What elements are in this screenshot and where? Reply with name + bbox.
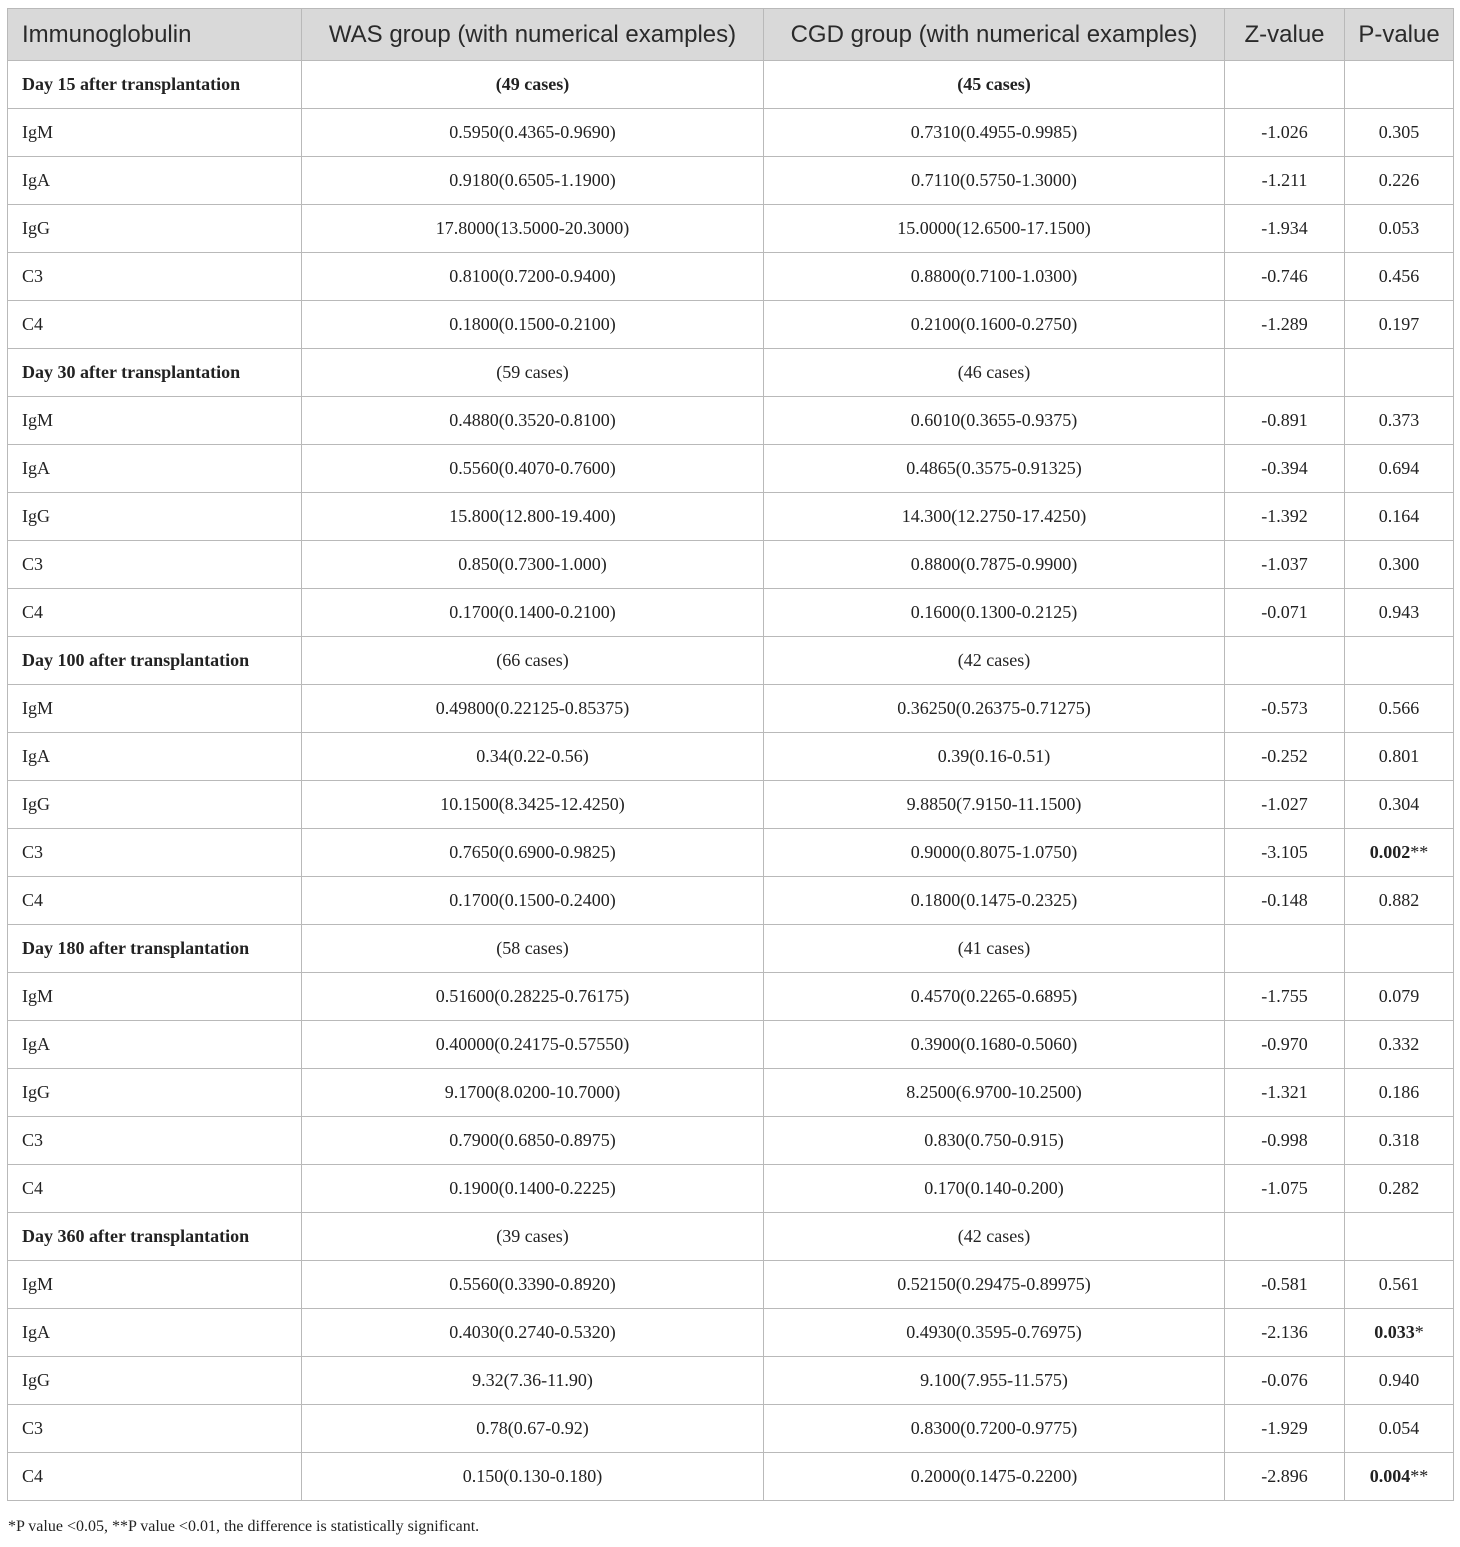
immunoglobulin-cell: IgM — [8, 973, 302, 1021]
immunoglobulin-cell: C3 — [8, 1405, 302, 1453]
immunoglobulin-cell: IgA — [8, 733, 302, 781]
table-row — [8, 445, 1454, 493]
header-was-group: WAS group (with numerical examples) — [302, 9, 764, 61]
z-value-cell: -0.970 — [1225, 1021, 1345, 1069]
table-row — [8, 685, 1454, 733]
table-row — [8, 589, 1454, 637]
table-row — [8, 397, 1454, 445]
section-row — [8, 349, 1454, 397]
immunoglobulin-cell: C3 — [8, 829, 302, 877]
z-value-cell: -1.075 — [1225, 1165, 1345, 1213]
table-body — [8, 61, 1454, 1501]
cgd-value-cell: 0.3900(0.1680-0.5060) — [764, 1021, 1225, 1069]
z-value-cell: -1.392 — [1225, 493, 1345, 541]
table-row — [8, 733, 1454, 781]
immunoglobulin-cell: IgG — [8, 1357, 302, 1405]
immunoglobulin-cell: C3 — [8, 541, 302, 589]
p-value-cell: 0.300 — [1345, 541, 1454, 589]
was-value-cell: 0.8100(0.7200-0.9400) — [302, 253, 764, 301]
table-row — [8, 1117, 1454, 1165]
cgd-value-cell: 0.1600(0.1300-0.2125) — [764, 589, 1225, 637]
footnote: *P value <0.05, **P value <0.01, the difference is statistically significant. — [8, 1518, 480, 1535]
table-row — [8, 301, 1454, 349]
p-value-cell — [1345, 637, 1454, 685]
cgd-value-cell: 14.300(12.2750-17.4250) — [764, 493, 1225, 541]
cgd-value-cell: 8.2500(6.9700-10.2500) — [764, 1069, 1225, 1117]
cgd-value-cell: 0.8300(0.7200-0.9775) — [764, 1405, 1225, 1453]
p-value-cell: 0.305 — [1345, 109, 1454, 157]
was-value-cell: 0.7900(0.6850-0.8975) — [302, 1117, 764, 1165]
z-value-cell: -0.394 — [1225, 445, 1345, 493]
p-value-cell: 0.373 — [1345, 397, 1454, 445]
table-row — [8, 1261, 1454, 1309]
p-value-cell — [1345, 349, 1454, 397]
was-case-count: (39 cases) — [302, 1213, 764, 1261]
cgd-value-cell: 0.4865(0.3575-0.91325) — [764, 445, 1225, 493]
table-row — [8, 253, 1454, 301]
table-row — [8, 109, 1454, 157]
immunoglobulin-cell: IgA — [8, 1309, 302, 1357]
immunoglobulin-cell: IgA — [8, 1021, 302, 1069]
z-value-cell — [1225, 61, 1345, 109]
p-value-cell: 0.801 — [1345, 733, 1454, 781]
z-value-cell: -0.252 — [1225, 733, 1345, 781]
immunoglobulin-cell: IgA — [8, 445, 302, 493]
immunoglobulin-cell: C3 — [8, 1117, 302, 1165]
z-value-cell: -3.105 — [1225, 829, 1345, 877]
table-row — [8, 1309, 1454, 1357]
z-value-cell: -1.934 — [1225, 205, 1345, 253]
was-value-cell: 0.1900(0.1400-0.2225) — [302, 1165, 764, 1213]
p-value-cell — [1345, 829, 1454, 877]
section-row — [8, 925, 1454, 973]
table-row — [8, 1453, 1454, 1501]
z-value-cell — [1225, 637, 1345, 685]
cgd-case-count: (41 cases) — [764, 925, 1225, 973]
cgd-value-cell: 0.8800(0.7100-1.0300) — [764, 253, 1225, 301]
z-value-cell: -1.037 — [1225, 541, 1345, 589]
immunoglobulin-cell: IgG — [8, 493, 302, 541]
section-label: Day 180 after transplantation — [8, 925, 302, 973]
p-value-cell: 0.332 — [1345, 1021, 1454, 1069]
cgd-value-cell: 0.8800(0.7875-0.9900) — [764, 541, 1225, 589]
z-value-cell: -0.746 — [1225, 253, 1345, 301]
z-value-cell: -2.896 — [1225, 1453, 1345, 1501]
table-row — [8, 829, 1454, 877]
cgd-value-cell: 0.6010(0.3655-0.9375) — [764, 397, 1225, 445]
immunoglobulin-table — [7, 8, 1454, 1501]
cgd-value-cell: 0.9000(0.8075-1.0750) — [764, 829, 1225, 877]
z-value-cell: -0.581 — [1225, 1261, 1345, 1309]
section-row — [8, 637, 1454, 685]
p-value-cell: 0.197 — [1345, 301, 1454, 349]
cgd-value-cell: 15.0000(12.6500-17.1500) — [764, 205, 1225, 253]
was-value-cell: 0.78(0.67-0.92) — [302, 1405, 764, 1453]
header-row — [8, 9, 1454, 61]
table-row — [8, 1069, 1454, 1117]
immunoglobulin-cell: IgA — [8, 157, 302, 205]
immunoglobulin-cell: C4 — [8, 877, 302, 925]
immunoglobulin-cell: C4 — [8, 1165, 302, 1213]
section-label: Day 15 after transplantation — [8, 61, 302, 109]
p-value-cell — [1345, 1213, 1454, 1261]
p-value-cell: 0.053 — [1345, 205, 1454, 253]
p-value-cell — [1345, 1453, 1454, 1501]
z-value-cell: -0.998 — [1225, 1117, 1345, 1165]
z-value-cell — [1225, 349, 1345, 397]
cgd-value-cell: 0.7110(0.5750-1.3000) — [764, 157, 1225, 205]
was-value-cell: 0.5560(0.4070-0.7600) — [302, 445, 764, 493]
data-table-container — [7, 8, 1453, 1501]
z-value-cell — [1225, 925, 1345, 973]
cgd-case-count: (46 cases) — [764, 349, 1225, 397]
cgd-value-cell: 9.100(7.955-11.575) — [764, 1357, 1225, 1405]
z-value-cell: -1.026 — [1225, 109, 1345, 157]
was-value-cell: 9.32(7.36-11.90) — [302, 1357, 764, 1405]
table-row — [8, 877, 1454, 925]
was-value-cell: 0.850(0.7300-1.000) — [302, 541, 764, 589]
was-value-cell: 0.34(0.22-0.56) — [302, 733, 764, 781]
header-p-value: P-value — [1345, 9, 1454, 61]
p-value-cell: 0.079 — [1345, 973, 1454, 1021]
was-value-cell: 0.51600(0.28225-0.76175) — [302, 973, 764, 1021]
p-value-cell: 0.054 — [1345, 1405, 1454, 1453]
was-case-count: (59 cases) — [302, 349, 764, 397]
p-value-cell: 0.318 — [1345, 1117, 1454, 1165]
was-value-cell: 0.9180(0.6505-1.1900) — [302, 157, 764, 205]
immunoglobulin-cell: C4 — [8, 1453, 302, 1501]
p-value-text: 0.002 — [1369, 842, 1411, 862]
was-case-count: (58 cases) — [302, 925, 764, 973]
z-value-cell — [1225, 1213, 1345, 1261]
was-value-cell: 10.1500(8.3425-12.4250) — [302, 781, 764, 829]
p-value-cell: 0.282 — [1345, 1165, 1454, 1213]
table-row — [8, 781, 1454, 829]
was-value-cell: 0.4880(0.3520-0.8100) — [302, 397, 764, 445]
p-value-cell: 0.186 — [1345, 1069, 1454, 1117]
immunoglobulin-cell: IgM — [8, 685, 302, 733]
cgd-value-cell: 0.52150(0.29475-0.89975) — [764, 1261, 1225, 1309]
was-value-cell: 0.40000(0.24175-0.57550) — [302, 1021, 764, 1069]
was-value-cell: 15.800(12.800-19.400) — [302, 493, 764, 541]
was-value-cell: 0.49800(0.22125-0.85375) — [302, 685, 764, 733]
p-value-cell: 0.561 — [1345, 1261, 1454, 1309]
was-case-count: (49 cases) — [302, 61, 764, 109]
was-value-cell: 9.1700(8.0200-10.7000) — [302, 1069, 764, 1117]
p-value-cell: 0.940 — [1345, 1357, 1454, 1405]
cgd-case-count: (42 cases) — [764, 637, 1225, 685]
table-row — [8, 493, 1454, 541]
p-value-text: 0.004 — [1369, 1466, 1411, 1486]
immunoglobulin-cell: IgM — [8, 109, 302, 157]
z-value-cell: -1.027 — [1225, 781, 1345, 829]
immunoglobulin-cell: IgG — [8, 1069, 302, 1117]
z-value-cell: -1.211 — [1225, 157, 1345, 205]
table-row — [8, 205, 1454, 253]
immunoglobulin-cell: IgG — [8, 205, 302, 253]
was-value-cell: 0.1800(0.1500-0.2100) — [302, 301, 764, 349]
cgd-value-cell: 0.830(0.750-0.915) — [764, 1117, 1225, 1165]
table-row — [8, 541, 1454, 589]
p-value-cell — [1345, 1309, 1454, 1357]
section-label: Day 30 after transplantation — [8, 349, 302, 397]
table-row — [8, 157, 1454, 205]
z-value-cell: -0.076 — [1225, 1357, 1345, 1405]
significance-marker: * — [1414, 1322, 1424, 1342]
header-immunoglobulin: Immunoglobulin — [8, 9, 302, 61]
p-value-cell: 0.456 — [1345, 253, 1454, 301]
p-value-cell: 0.943 — [1345, 589, 1454, 637]
cgd-value-cell: 0.2100(0.1600-0.2750) — [764, 301, 1225, 349]
cgd-value-cell: 0.7310(0.4955-0.9985) — [764, 109, 1225, 157]
z-value-cell: -2.136 — [1225, 1309, 1345, 1357]
z-value-cell: -0.148 — [1225, 877, 1345, 925]
z-value-cell: -0.573 — [1225, 685, 1345, 733]
section-label: Day 360 after transplantation — [8, 1213, 302, 1261]
z-value-cell: -0.891 — [1225, 397, 1345, 445]
table-row — [8, 1165, 1454, 1213]
was-value-cell: 0.1700(0.1500-0.2400) — [302, 877, 764, 925]
was-case-count: (66 cases) — [302, 637, 764, 685]
table-row — [8, 1357, 1454, 1405]
header-z-value: Z-value — [1225, 9, 1345, 61]
table-row — [8, 1021, 1454, 1069]
z-value-cell: -0.071 — [1225, 589, 1345, 637]
p-value-cell: 0.304 — [1345, 781, 1454, 829]
cgd-value-cell: 0.39(0.16-0.51) — [764, 733, 1225, 781]
immunoglobulin-cell: C4 — [8, 589, 302, 637]
p-value-cell — [1345, 61, 1454, 109]
cgd-case-count: (42 cases) — [764, 1213, 1225, 1261]
section-row — [8, 1213, 1454, 1261]
p-value-cell — [1345, 925, 1454, 973]
table-row — [8, 973, 1454, 1021]
cgd-value-cell: 0.4930(0.3595-0.76975) — [764, 1309, 1225, 1357]
immunoglobulin-cell: C3 — [8, 253, 302, 301]
section-row — [8, 61, 1454, 109]
p-value-text: 0.033 — [1374, 1322, 1415, 1342]
header-cgd-group: CGD group (with numerical examples) — [764, 9, 1225, 61]
table-row — [8, 1405, 1454, 1453]
p-value-cell: 0.882 — [1345, 877, 1454, 925]
was-value-cell: 0.7650(0.6900-0.9825) — [302, 829, 764, 877]
was-value-cell: 0.4030(0.2740-0.5320) — [302, 1309, 764, 1357]
z-value-cell: -1.289 — [1225, 301, 1345, 349]
z-value-cell: -1.321 — [1225, 1069, 1345, 1117]
was-value-cell: 17.8000(13.5000-20.3000) — [302, 205, 764, 253]
immunoglobulin-cell: C4 — [8, 301, 302, 349]
significance-marker: ** — [1410, 842, 1429, 862]
was-value-cell: 0.5560(0.3390-0.8920) — [302, 1261, 764, 1309]
immunoglobulin-cell: IgG — [8, 781, 302, 829]
cgd-value-cell: 0.1800(0.1475-0.2325) — [764, 877, 1225, 925]
cgd-value-cell: 0.36250(0.26375-0.71275) — [764, 685, 1225, 733]
section-label: Day 100 after transplantation — [8, 637, 302, 685]
immunoglobulin-cell: IgM — [8, 397, 302, 445]
immunoglobulin-cell: IgM — [8, 1261, 302, 1309]
was-value-cell: 0.1700(0.1400-0.2100) — [302, 589, 764, 637]
was-value-cell: 0.150(0.130-0.180) — [302, 1453, 764, 1501]
cgd-case-count: (45 cases) — [764, 61, 1225, 109]
p-value-cell: 0.694 — [1345, 445, 1454, 493]
p-value-cell: 0.226 — [1345, 157, 1454, 205]
z-value-cell: -1.929 — [1225, 1405, 1345, 1453]
cgd-value-cell: 0.4570(0.2265-0.6895) — [764, 973, 1225, 1021]
p-value-cell: 0.566 — [1345, 685, 1454, 733]
was-value-cell: 0.5950(0.4365-0.9690) — [302, 109, 764, 157]
cgd-value-cell: 9.8850(7.9150-11.1500) — [764, 781, 1225, 829]
z-value-cell: -1.755 — [1225, 973, 1345, 1021]
cgd-value-cell: 0.2000(0.1475-0.2200) — [764, 1453, 1225, 1501]
significance-marker: ** — [1410, 1466, 1429, 1486]
p-value-cell: 0.164 — [1345, 493, 1454, 541]
cgd-value-cell: 0.170(0.140-0.200) — [764, 1165, 1225, 1213]
